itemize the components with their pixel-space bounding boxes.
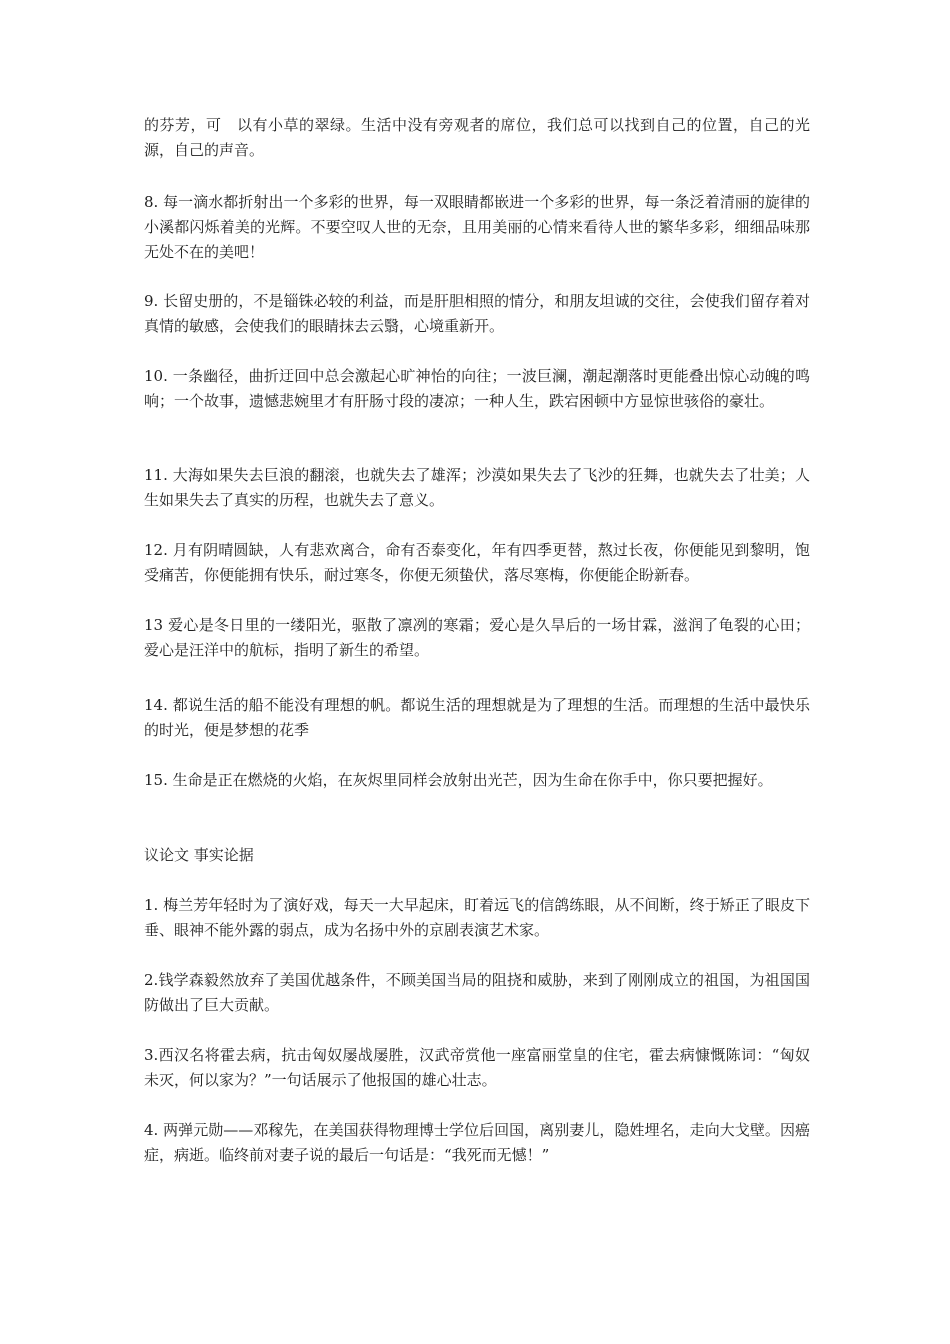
paragraph-continuation: 的芬芳，可 以有小草的翠绿。生活中没有旁观者的席位，我们总可以找到自己的位置，自己的光源，自己的声音。 — [144, 116, 810, 159]
fact-item-3: 3.西汉名将霍去病，抗击匈奴屡战屡胜，汉武帝赏他一座富丽堂皇的住宅，霍去病慷慨陈词：“匈奴未灭，何以家为？”一句话展示了他报国的雄心壮志。 — [144, 1046, 810, 1089]
paragraph-item-8: 8. 每一滴水都折射出一个多彩的世界，每一双眼睛都嵌进一个多彩的世界，每一条泛着清丽的旋律的 小溪都闪烁着美的光辉。不要空叹人世的无奈，且用美丽的心情来看待人世的繁华多彩，细细品味那无处不在的美吧！ — [144, 193, 826, 261]
paragraph-item-9: 9. 长留史册的，不是锱铢必较的利益，而是肝胆相照的情分，和朋友坦诚的交往，会使我们留存着对真情的敏感，会使我们的眼睛抹去云翳，心境重新开。 — [144, 292, 810, 335]
paragraph-item-13: 13 爱心是冬日里的一缕阳光，驱散了凛冽的寒霜；爱心是久旱后的一场甘霖，滋润了龟裂的心田；爱心是汪洋中的航标，指明了新生的希望。 — [144, 616, 810, 659]
fact-item-1: 1. 梅兰芳年轻时为了演好戏，每天一大早起床，盯着远飞的信鸽练眼，从不间断，终于矫正了眼皮下垂、眼神不能外露的弱点，成为名扬中外的京剧表演艺术家。 — [144, 896, 810, 939]
paragraph-item-14: 14. 都说生活的船不能没有理想的帆。都说生活的理想就是为了理想的生活。而理想的生活中最快乐的时光，便是梦想的花季 — [144, 696, 810, 739]
paragraph-item-11: 11. 大海如果失去巨浪的翻滚，也就失去了雄浑；沙漠如果失去了飞沙的狂舞，也就失去了壮美；人生如果失去了真实的历程，也就失去了意义。 — [144, 466, 810, 509]
paragraph-item-15: 15. 生命是正在燃烧的火焰，在灰烬里同样会放射出光芒，因为生命在你手中，你只要把握好。 — [144, 771, 773, 789]
fact-item-4: 4. 两弹元勋——邓稼先，在美国获得物理博士学位后回国，离别妻儿，隐姓埋名，走向大戈壁。因癌症，病逝。临终前对妻子说的最后一句话是：“我死而无憾！” — [144, 1121, 810, 1164]
paragraph-item-12: 12. 月有阴晴圆缺，人有悲欢离合，命有否泰变化，年有四季更替，熬过长夜，你便能见到黎明，饱受痛苦，你便能拥有快乐，耐过寒冬，你便无须蛰伏，落尽寒梅，你便能企盼新春。 — [144, 541, 810, 584]
fact-item-2: 2.钱学森毅然放弃了美国优越条件，不顾美国当局的阻挠和威胁，来到了刚刚成立的祖国，为祖国国防做出了巨大贡献。 — [144, 971, 810, 1014]
section-heading: 议论文 事实论据 — [144, 846, 254, 864]
paragraph-item-10: 10. 一条幽径，曲折迂回中总会激起心旷神怡的向往；一波巨澜，潮起潮落时更能叠出惊心动魄的鸣响；一个故事，遗憾悲婉里才有肝肠寸段的凄凉；一种人生，跌宕困顿中方显惊世骇俗的豪壮。 — [144, 367, 810, 410]
